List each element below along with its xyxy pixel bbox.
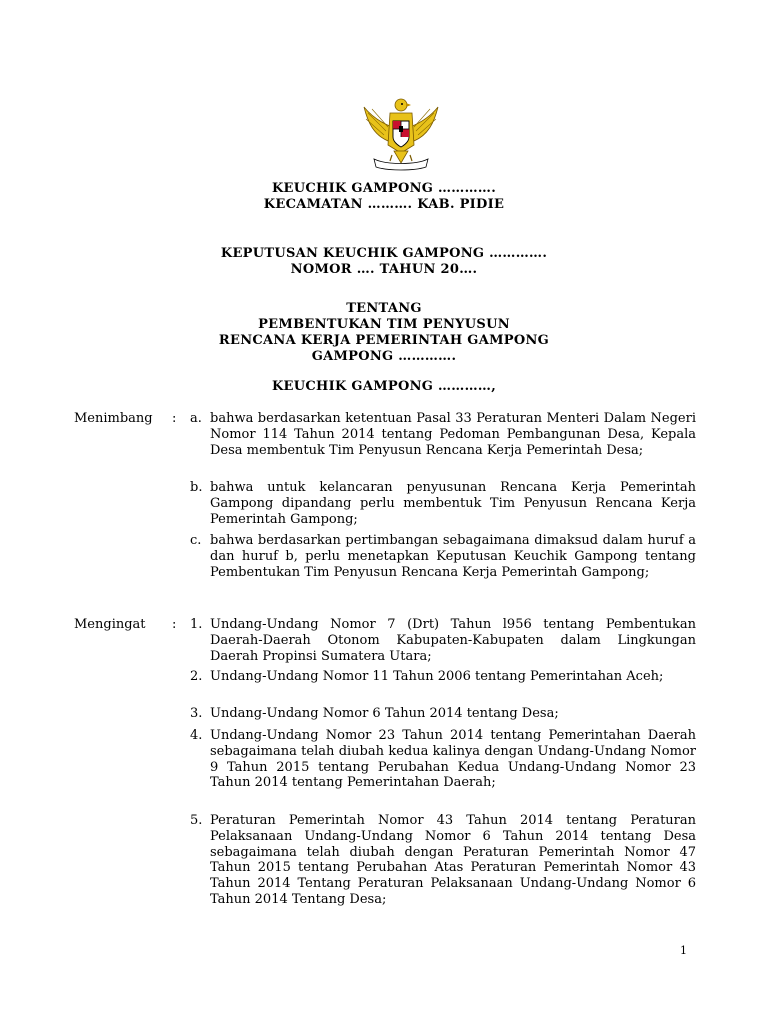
list-item-text: bahwa untuk kelancaran penyusunan Rencana Kerja Pemerintah Gampong dipandang perlu membentuk Tim Penyusun Rencana Kerja Pemerintah Gampong; <box>210 480 696 527</box>
list-item-text: bahwa berdasarkan ketentuan Pasal 33 Peraturan Menteri Dalam Negeri Nomor 114 Tahun 2014 tentang Pedoman Pembangunan Desa, Kepala Desa membentuk Tim Penyusun Rencana Kerja Pemerintah Desa; <box>210 411 696 458</box>
list-marker: 5. <box>190 813 203 828</box>
menimbang-item-b <box>190 480 696 527</box>
mengingat-label: Mengingat <box>74 617 146 632</box>
mengingat-item-2 <box>190 669 696 685</box>
menimbang-colon: : <box>172 411 177 426</box>
header-line-2: KECAMATAN ………. KAB. PIDIE <box>263 197 505 212</box>
header-line-6: PEMBENTUKAN TIM PENYUSUN <box>258 317 510 332</box>
list-item-text: Undang-Undang Nomor 11 Tahun 2006 tentang Pemerintahan Aceh; <box>210 669 664 684</box>
page-number: 1 <box>680 944 687 957</box>
menimbang-item-a <box>190 411 696 458</box>
mengingat-colon: : <box>172 617 177 632</box>
list-item-text: Peraturan Pemerintah Nomor 43 Tahun 2014 tentang Peraturan Pelaksanaan Undang-Undang Nomor 6 Tahun 2014 tentang Desa sebagaimana telah diubah dengan Peraturan Pemerintah Nomor 47 Tahun 2015 tentang Perubahan Atas Peraturan Pemerintah Nomor 43 Tahun 2014 Tentang Peraturan Pelaksanaan Undang-Undang Nomor 6 Tahun 2014 Tentang Desa; <box>210 813 696 907</box>
list-marker: b. <box>190 480 203 495</box>
garuda-emblem-icon <box>356 93 446 175</box>
list-marker: 3. <box>190 706 203 721</box>
list-marker: 2. <box>190 669 203 684</box>
header-line-8: GAMPONG …………. <box>311 349 457 364</box>
menimbang-item-c <box>190 533 696 580</box>
list-marker: 4. <box>190 728 203 743</box>
list-marker: a. <box>190 411 202 426</box>
mengingat-item-5 <box>190 813 696 908</box>
menimbang-label: Menimbang <box>74 411 153 426</box>
list-marker: 1. <box>190 617 203 632</box>
header-line-7: RENCANA KERJA PEMERINTAH GAMPONG <box>218 333 550 348</box>
list-marker: c. <box>190 533 202 548</box>
mengingat-item-4 <box>190 728 696 791</box>
header-line-3: KEPUTUSAN KEUCHIK GAMPONG …………. <box>220 246 548 261</box>
list-item-text: Undang-Undang Nomor 6 Tahun 2014 tentang Desa; <box>210 706 559 721</box>
header-line-4: NOMOR …. TAHUN 20…. <box>290 262 478 277</box>
mengingat-item-1 <box>190 617 696 664</box>
mengingat-item-3 <box>190 706 696 722</box>
header-line-9: KEUCHIK GAMPONG …………, <box>271 379 497 394</box>
list-item-text: Undang-Undang Nomor 23 Tahun 2014 tentang Pemerintahan Daerah sebagaimana telah diubah kedua kalinya dengan Undang-Undang Nomor 9 Tahun 2015 tentang Perubahan Kedua Undang-Undang Nomor 23 Tahun 2014 tentang Pemerintahan Daerah; <box>210 728 696 791</box>
header-line-1: KEUCHIK GAMPONG …………. <box>271 181 497 196</box>
list-item-text: Undang-Undang Nomor 7 (Drt) Tahun l956 tentang Pembentukan Daerah-Daerah Otonom Kabupaten-Kabupaten dalam Lingkungan Daerah Propinsi Sumatera Utara; <box>210 617 696 664</box>
header-line-5: TENTANG <box>346 301 422 316</box>
list-item-text: bahwa berdasarkan pertimbangan sebagaimana dimaksud dalam huruf a dan huruf b, perlu menetapkan Keputusan Keuchik Gampong tentang Pembentukan Tim Penyusun Rencana Kerja Pemerintah Gampong; <box>210 533 696 580</box>
